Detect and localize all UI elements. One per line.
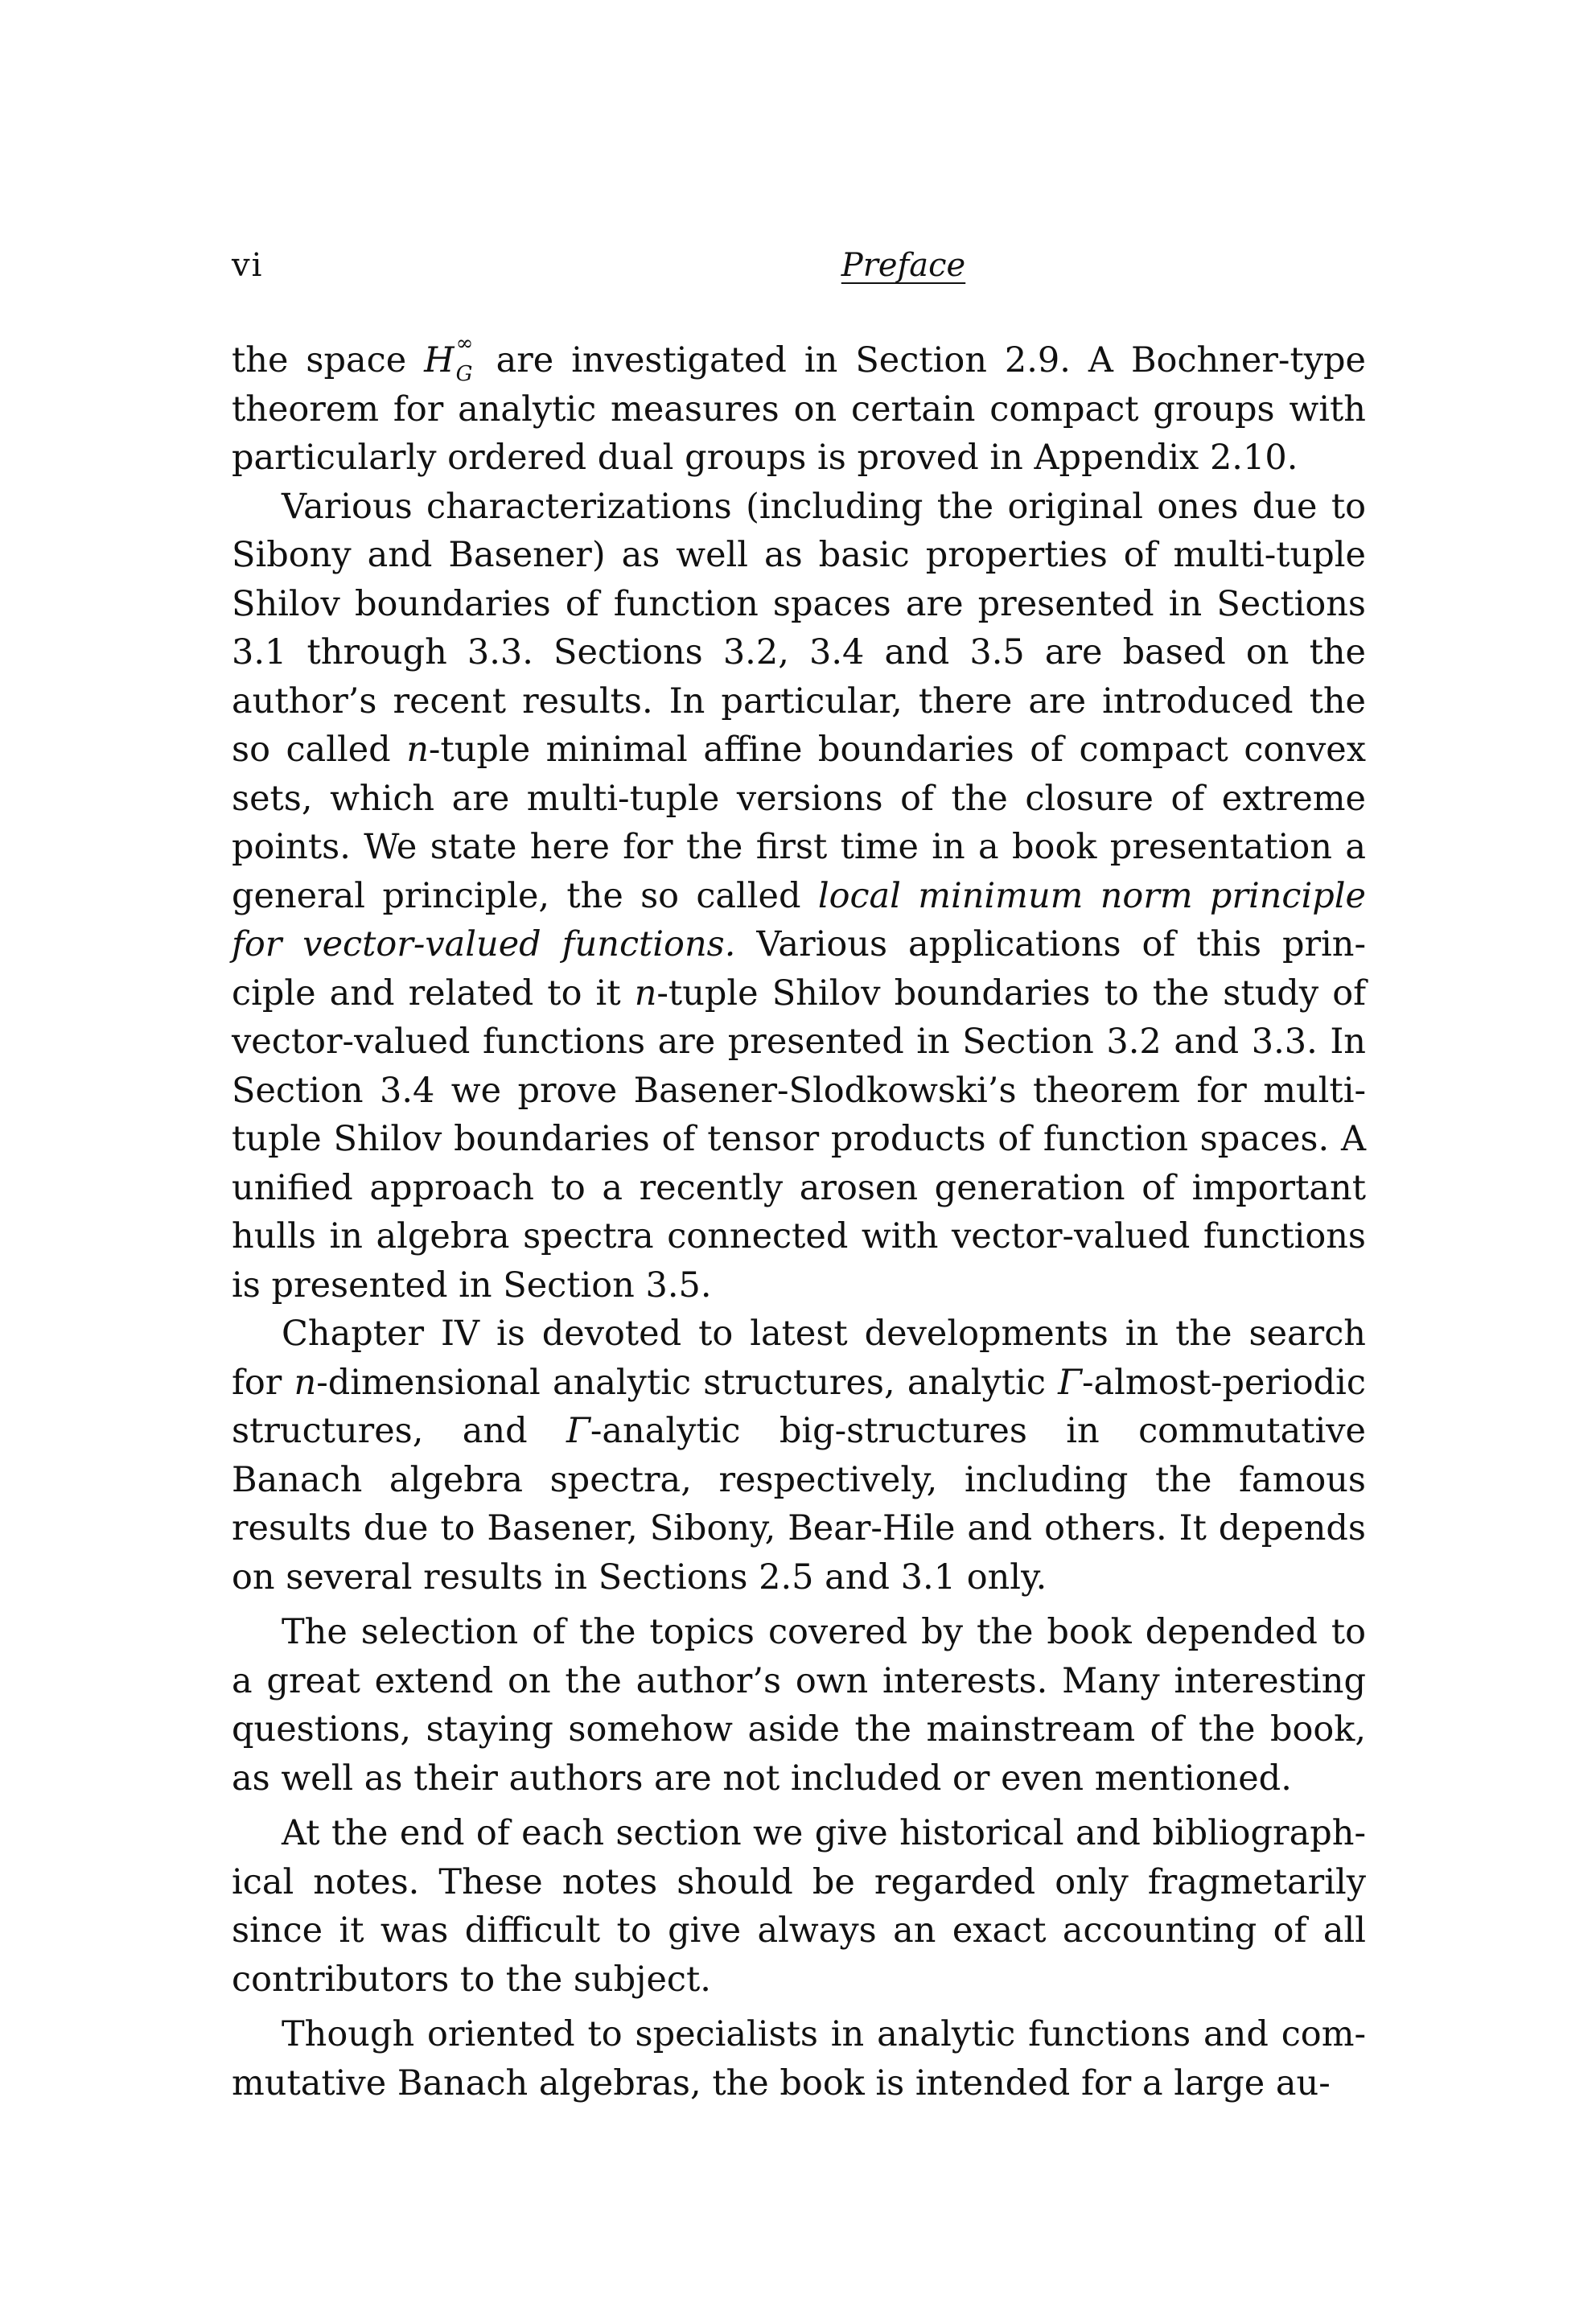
page-number: vi <box>232 247 264 284</box>
paragraph-1-text-b: are investigated in Section 2.9. A Bochner-type theorem for analytic measures on certain compact groups with particularly ordered dual groups is proved in Appendix 2.10. <box>232 340 1366 478</box>
math-n: n <box>406 730 429 770</box>
math-base: H <box>424 340 455 380</box>
paragraph-5: At the end of each section we give historical and bibliographical notes. These notes should be regarded only fragmetarily since it was difficult to give always an exact accounting of all contributors to the subject. <box>232 1813 1366 2000</box>
paragraph-1 <box>232 331 1366 483</box>
paragraph-3-text-a: Chapter IV is devoted to latest developments in the search for <box>232 1314 1366 1403</box>
math-gamma: Γ <box>566 1411 590 1451</box>
body-text <box>232 331 1366 2108</box>
running-title: Preface <box>841 247 966 284</box>
paragraph-2-text-b: -tuple minimal affine boundaries of compact convex sets, which are multi-tuple versions of the closure of extreme points. We state here for the first time in a book presentation a general principle, the so called <box>232 730 1366 916</box>
paragraph-6: Though oriented to specialists in analytic functions and commutative Banach algebras, the book is intended for a large au- <box>232 2014 1366 2103</box>
paragraph-2-text-c: Various applications of this principle and related to it <box>232 924 1366 1014</box>
paragraph-2-text-d: -tuple Shilov boundaries to the study of vector-valued functions are presented in Section 3.2 and 3.3. In Section 3.4 we prove Basener-Slodkowski’s theorem for multituple Shilov boundaries of tensor products of function spaces. A unified approach to a recently arosen generation of important hulls in algebra spectra connected with vector-valued functions is presented in Section 3.5. <box>232 973 1366 1306</box>
paragraph-3-text-d: -analytic big-structures in commutative Banach algebra spectra, respectively, including the famous results due to Basener, Sibony, Bear-Hile and others. It depends on several results in Sections 2.5 and 3.1 only. <box>232 1411 1366 1598</box>
paragraph-2 <box>232 483 1366 1310</box>
emphasized-principle: local minimum norm principle for vector-valued functions. <box>232 875 1366 964</box>
math-scripts <box>455 331 479 386</box>
math-gamma: Γ <box>1058 1362 1082 1403</box>
math-n: n <box>294 1362 317 1403</box>
paragraph-2-text-a: Various characterizations (including the original ones due to Sibony and Basener) as well as basic properties of multi-tuple Shilov boundaries of function spaces are presented in Sections 3.1 through 3.3. Sections 3.2, 3.4 and 3.5 are based on the author’s recent results. In particular, there are introduced the so called <box>232 486 1366 770</box>
paragraph-1-text-a: the space <box>232 340 425 380</box>
math-subscript: G <box>455 362 473 386</box>
math-h-g-infinity <box>424 331 479 386</box>
paragraph-4: The selection of the topics covered by the book depended to a great extend on the author’s own interests. Many interesting questions, staying somehow aside the mainstream of the book, as well as their authors are not included or even mentioned. <box>232 1612 1366 1799</box>
paragraph-3-text-b: -dimensional analytic structures, analytic <box>316 1362 1059 1403</box>
running-head <box>232 241 1366 290</box>
paragraph-3-text-c: -almost-periodic structures, and <box>232 1362 1366 1451</box>
math-n: n <box>634 973 657 1014</box>
paragraph-3 <box>232 1310 1366 1602</box>
math-superscript: ∞ <box>455 331 474 356</box>
